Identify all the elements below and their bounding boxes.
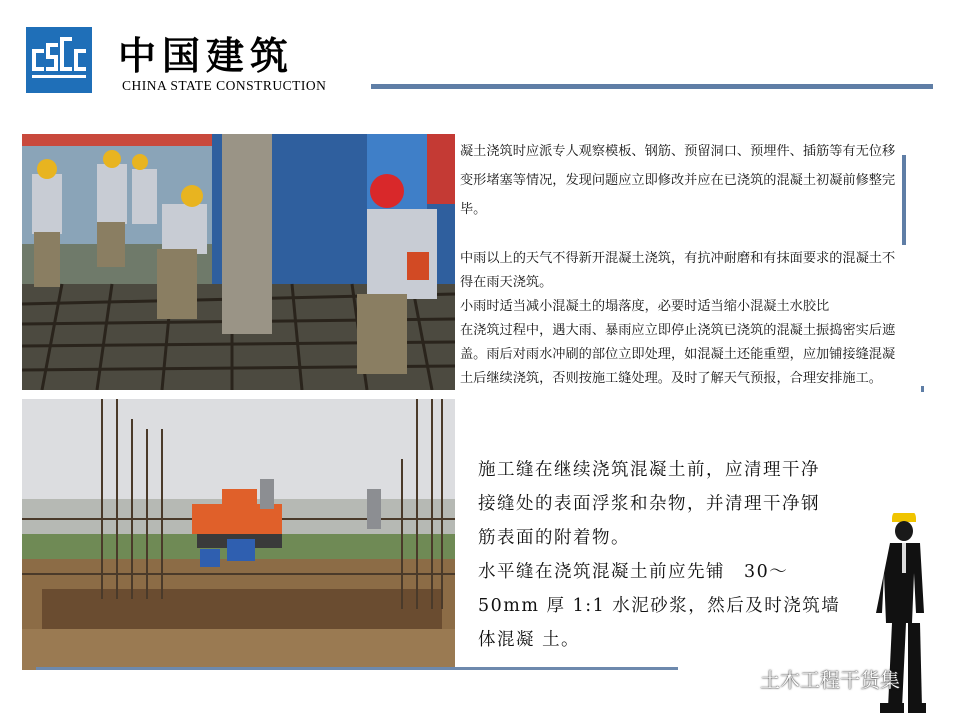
watermark-label: 土木工程干货集 [760, 667, 900, 692]
paragraph-rain-pouring [460, 247, 930, 391]
wechat-icon [726, 667, 752, 689]
text-line: 施工缝在继续浇筑混凝土前，应清理干净 [478, 460, 820, 480]
photo-construction-site [22, 399, 455, 670]
text-line: 凝土浇筑时应派专人观察模板、钢筋、预留洞口、预埋件、插筋等有无位移 [460, 144, 896, 159]
text-line: 水平缝在浇筑混凝土前应先铺 30～ [478, 562, 789, 582]
accent-dot [921, 386, 924, 392]
photo-concrete-pouring [22, 134, 455, 390]
paragraph-inspection [460, 137, 900, 224]
text-line: 小雨时适当减小混凝土的塌落度，必要时适当缩小混凝土水胶比 [460, 299, 830, 314]
brand-name-cn: 中国建筑 [118, 33, 295, 78]
text-line: 土后继续浇筑，否则按施工缝处理。及时了解天气预报，合理安排施工。 [460, 371, 882, 386]
text-line: 在浇筑过程中，遇大雨、暴雨应立即停止浇筑已浇筑的混凝土振捣密实后遮 [460, 323, 896, 338]
text-line: 中雨以上的天气不得新开混凝土浇筑，有抗冲耐磨和有抹面要求的混凝土不 [460, 251, 896, 266]
text-line: 得在雨天浇筑。 [460, 275, 553, 290]
footer-divider [36, 667, 678, 670]
text-line: 筋表面的附着物。 [478, 528, 630, 548]
watermark [726, 664, 900, 692]
text-line: 盖。雨后对雨水冲刷的部位立即处理，如混凝土还能重塑，应加铺接缝混凝 [460, 347, 896, 362]
accent-bar [902, 155, 906, 245]
company-logo [26, 27, 92, 93]
paragraph-construction-joint [478, 453, 840, 657]
header-divider [371, 84, 933, 89]
brand-name-en: CHINA STATE CONSTRUCTION [122, 78, 327, 93]
text-line: 接缝处的表面浮浆和杂物，并清理干净钢 [478, 494, 820, 514]
text-line: 50mm 厚 1:1 水泥砂浆，然后及时浇筑墙 [478, 596, 841, 616]
text-line: 体混凝 土。 [478, 630, 581, 650]
text-line: 毕。 [460, 202, 487, 217]
cscec-logo-mark [32, 37, 86, 83]
text-line: 变形堵塞等情况，发现问题应立即修改并应在已浇筑的混凝土初凝前修整完 [460, 173, 896, 188]
